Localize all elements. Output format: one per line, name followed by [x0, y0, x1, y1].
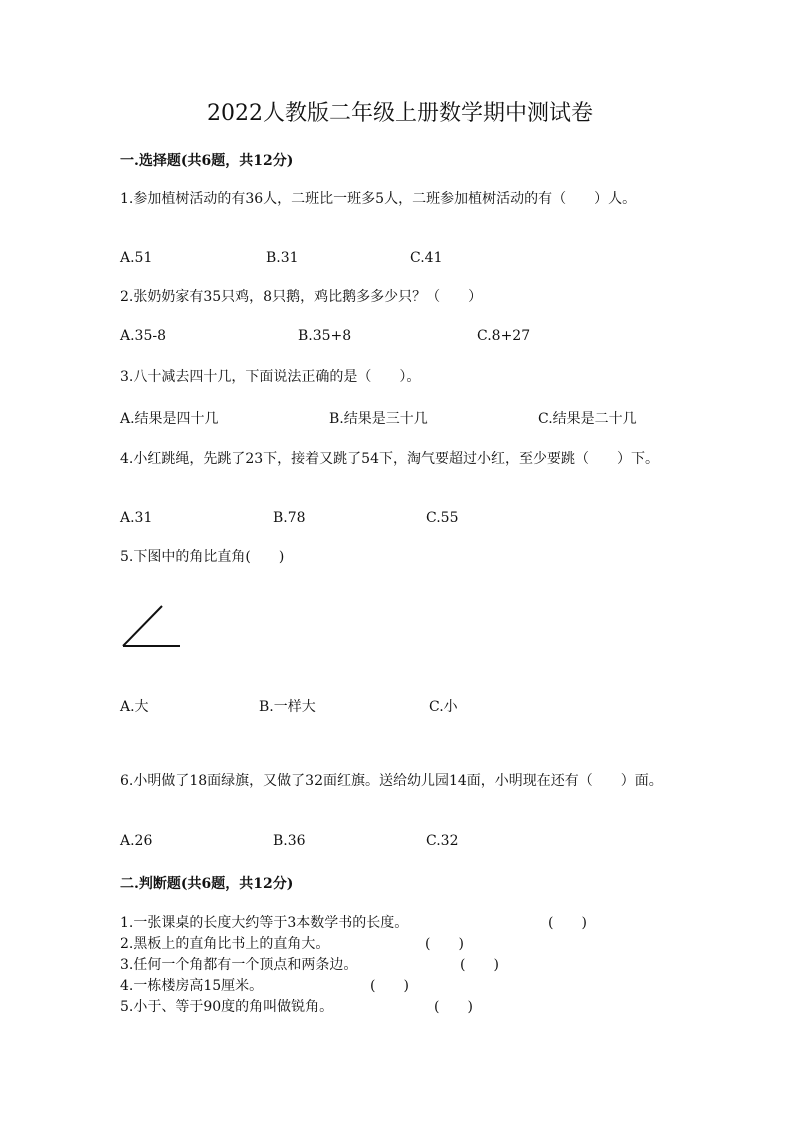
option-b: B.35+8 [298, 328, 352, 344]
judgment-item-1 [120, 912, 587, 932]
option-c: C.41 [410, 250, 443, 266]
question-4: 4.小红跳绳，先跳了23下，接着又跳了54下，淘气要超过小红，至少要跳（ ）下。 [120, 451, 659, 467]
question-2: 2.张奶奶家有35只鸡，8只鹅，鸡比鹅多多少只？（ ） [120, 289, 483, 305]
option-a: A.35-8 [120, 328, 167, 344]
judgment-item-5 [120, 996, 473, 1016]
option-a: A.结果是四十几 [120, 411, 219, 427]
section-heading-choice: 一.选择题(共6题，共12分) [120, 153, 294, 169]
answer-paren: ( ) [370, 978, 409, 994]
answer-paren: ( ) [434, 999, 473, 1015]
option-b: B.36 [273, 833, 306, 849]
question-3: 3.八十减去四十几，下面说法正确的是（ ）。 [120, 369, 421, 385]
question-5: 5.下图中的角比直角( ) [120, 549, 285, 565]
answer-paren: ( ) [460, 957, 499, 973]
option-c: C.32 [426, 833, 459, 849]
option-c: C.小 [429, 699, 458, 715]
question-1: 1.参加植树活动的有36人，二班比一班多5人，二班参加植树活动的有（ ）人。 [120, 191, 637, 207]
option-a: A.51 [120, 250, 153, 266]
option-c: C.结果是二十几 [538, 411, 637, 427]
option-b: B.78 [273, 510, 306, 526]
angle-slant-ray [123, 606, 162, 646]
option-c: C.55 [426, 510, 459, 526]
judgment-item-text: 1.一张课桌的长度大约等于3本数学书的长度。 [120, 915, 409, 931]
option-b: B.结果是三十几 [329, 411, 428, 427]
option-a: A.26 [120, 833, 153, 849]
answer-paren: ( ) [548, 915, 587, 931]
option-c: C.8+27 [477, 328, 531, 344]
page-title: 2022人教版二年级上册数学期中测试卷 [207, 101, 593, 126]
judgment-item-text: 4.一栋楼房高15厘米。 [120, 978, 264, 994]
judgment-item-2 [120, 933, 464, 953]
option-a: A.大 [120, 699, 149, 715]
judgment-item-text: 5.小于、等于90度的角叫做锐角。 [120, 999, 334, 1015]
option-b: B.一样大 [259, 699, 316, 715]
option-b: B.31 [266, 250, 299, 266]
question-6: 6.小明做了18面绿旗，又做了32面红旗。送给幼儿园14面，小明现在还有（ ）面。 [120, 773, 663, 789]
judgment-item-text: 3.任何一个角都有一个顶点和两条边。 [120, 957, 358, 973]
judgment-item-text: 2.黑板上的直角比书上的直角大。 [120, 936, 330, 952]
answer-paren: ( ) [425, 936, 464, 952]
judgment-item-4 [120, 975, 409, 995]
judgment-item-3 [120, 954, 499, 974]
section-heading-judgment: 二.判断题(共6题，共12分) [120, 876, 294, 892]
angle-figure [118, 600, 188, 652]
option-a: A.31 [120, 510, 153, 526]
